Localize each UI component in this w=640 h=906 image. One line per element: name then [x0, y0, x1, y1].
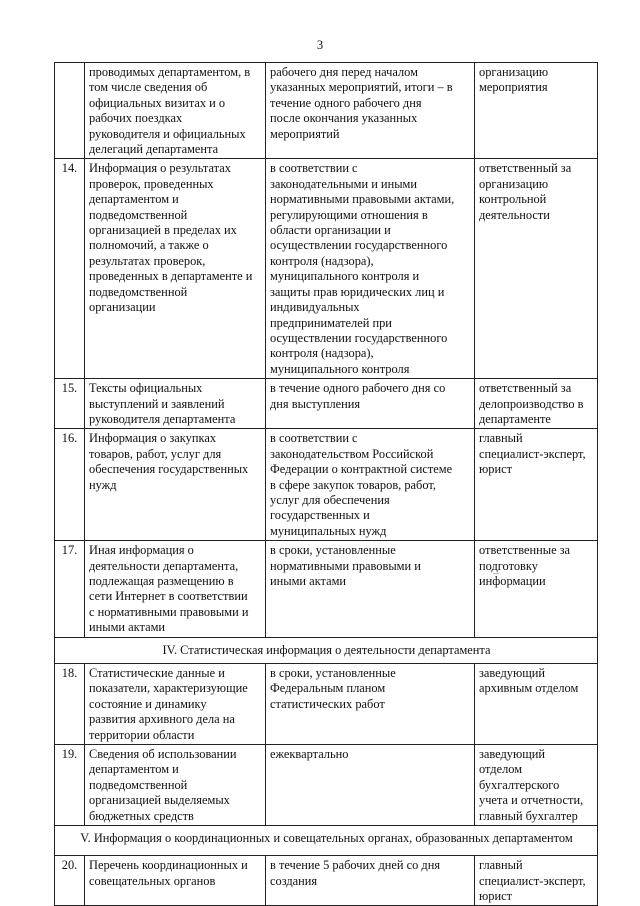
section-heading: V. Информация о координационных и совещательных органах, образованных департаментом — [55, 826, 598, 856]
table-row — [55, 159, 598, 379]
info-cell: проводимых департаментом, в том числе сведения об официальных визитах и о рабочих поездках руководителя и официальных делегаций департамента — [85, 63, 266, 159]
row-number: 17. — [55, 541, 85, 637]
table-row — [55, 63, 598, 159]
section-heading-row — [55, 637, 598, 663]
info-cell: Тексты официальных выступлений и заявлений руководителя департамента — [85, 379, 266, 429]
period-cell: рабочего дня перед началом указанных мероприятий, итоги – в течение одного рабочего дня после окончания указанных мероприятий — [266, 63, 475, 159]
info-cell: Перечень координационных и совещательных органов — [85, 856, 266, 906]
table-row — [55, 664, 598, 745]
period-cell: в соответствии с законодательными и иными нормативными правовыми актами, регулирующими отношения в области организации и осуществлении государственного контроля (надзора), муниципального контроля и защиты прав юридических лиц и индивидуальных предпринимателей при осуществлении государственного контроля (надзора), муниципального контроля — [266, 159, 475, 379]
period-cell: в соответствии с законодательством Российской Федерации о контрактной системе в сфере закупок товаров, работ, услуг для обеспечения государственных и муниципальных нужд — [266, 429, 475, 541]
row-number: 16. — [55, 429, 85, 541]
period-cell: в течение одного рабочего дня со дня выступления — [266, 379, 475, 429]
table-row — [55, 541, 598, 637]
responsible-cell: заведующий архивным отделом — [475, 664, 598, 745]
section-heading: IV. Статистическая информация о деятельности департамента — [55, 637, 598, 663]
table-row — [55, 745, 598, 826]
responsible-cell: главный специалист-эксперт, юрист — [475, 856, 598, 906]
scan-artifact-mark — [493, 571, 499, 574]
info-cell: Статистические данные и показатели, характеризующие состояние и динамику развития архивного дела на территории области — [85, 664, 266, 745]
row-number: 14. — [55, 159, 85, 379]
page-number: 3 — [316, 38, 324, 52]
table-row — [55, 379, 598, 429]
info-cell: Информация о закупках товаров, работ, услуг для обеспечения государственных нужд — [85, 429, 266, 541]
period-cell: в течение 5 рабочих дней со дня создания — [266, 856, 475, 906]
row-number: 18. — [55, 664, 85, 745]
row-number: 19. — [55, 745, 85, 826]
row-number: 15. — [55, 379, 85, 429]
table-row — [55, 856, 598, 906]
info-cell: Иная информация о деятельности департамента, подлежащая размещению в сети Интернет в соответствии с нормативными правовыми и иными актами — [85, 541, 266, 637]
responsible-cell: заведующий отделом бухгалтерского учета и отчетности, главный бухгалтер — [475, 745, 598, 826]
responsible-cell: ответственный за делопроизводство в департаменте — [475, 379, 598, 429]
row-number: 20. — [55, 856, 85, 906]
period-cell: ежеквартально — [266, 745, 475, 826]
responsible-cell: ответственный за организацию контрольной деятельности — [475, 159, 598, 379]
table-row — [55, 429, 598, 541]
info-cell: Информация о результатах проверок, проведенных департаментом и подведомственной организацией в пределах их полномочий, а также о результатах проверок, проведенных в департаменте и подведомственной организации — [85, 159, 266, 379]
responsible-cell: главный специалист-эксперт, юрист — [475, 429, 598, 541]
responsible-cell: организацию мероприятия — [475, 63, 598, 159]
responsible-cell: ответственные за подготовку информации — [475, 541, 598, 637]
period-cell: в сроки, установленные Федеральным планом статистических работ — [266, 664, 475, 745]
section-heading-row — [55, 826, 598, 856]
info-cell: Сведения об использовании департаментом и подведомственной организацией выделяемых бюджетных средств — [85, 745, 266, 826]
period-cell: в сроки, установленные нормативными правовыми и иными актами — [266, 541, 475, 637]
row-number — [55, 63, 85, 159]
information-table — [54, 62, 598, 906]
